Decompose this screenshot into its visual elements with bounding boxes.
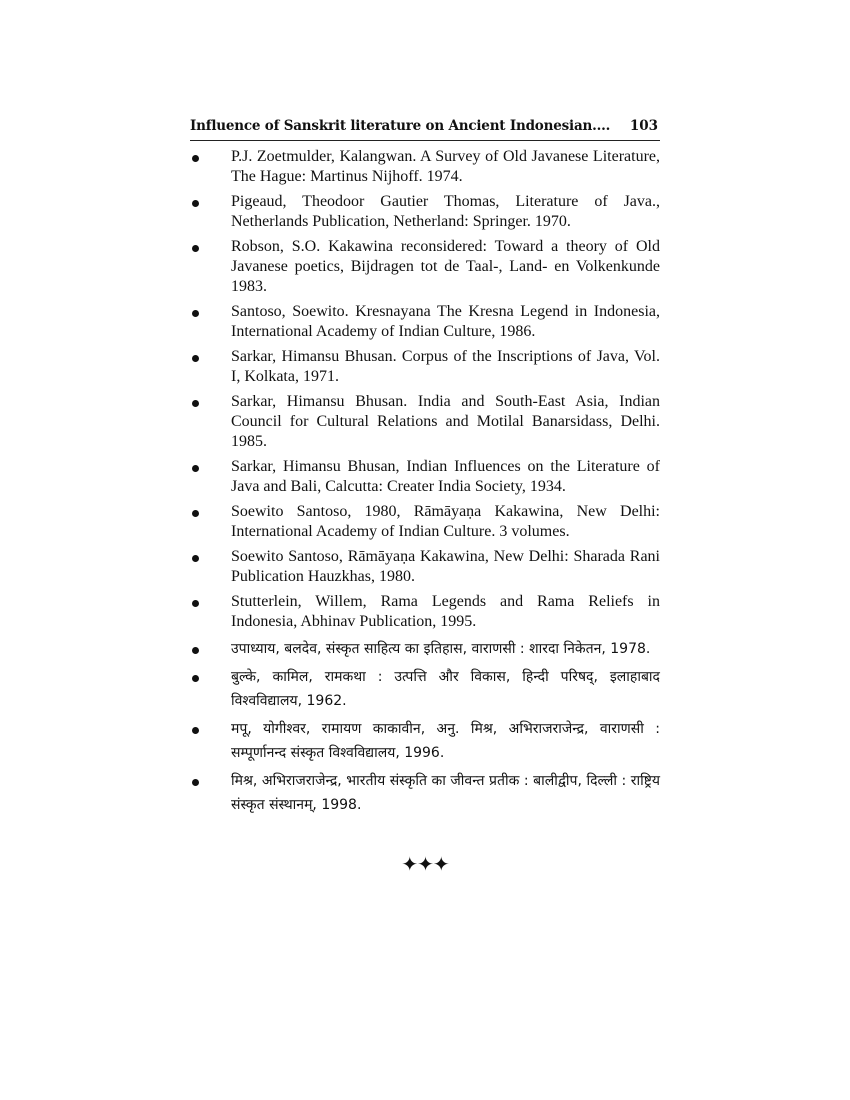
- reference-item: [190, 637, 660, 661]
- reference-text: Santoso, Soewito. Kresnayana The Kresna Legend in Indonesia, International Academy of Indian Culture, 1986.: [231, 303, 660, 340]
- bullet-icon: [192, 555, 199, 562]
- reference-text: उपाध्याय, बलदेव, संस्कृत साहित्य का इतिहास, वाराणसी : शारदा निकेतन, 1978.: [231, 641, 651, 657]
- reference-item: [190, 347, 660, 387]
- reference-text: P.J. Zoetmulder, Kalangwan. A Survey of Old Javanese Literature, The Hague: Martinus Nijhoff. 1974.: [231, 148, 660, 185]
- reference-item: [190, 547, 660, 587]
- reference-text: Soewito Santoso, Rāmāyaṇa Kakawina, New Delhi: Sharada Rani Publication Hauzkhas, 1980.: [231, 548, 660, 585]
- bullet-icon: [192, 647, 199, 654]
- bullet-icon: [192, 200, 199, 207]
- bullet-icon: [192, 400, 199, 407]
- reference-text: Sarkar, Himansu Bhusan. Corpus of the Inscriptions of Java, Vol. I, Kolkata, 1971.: [231, 348, 660, 385]
- reference-text: Pigeaud, Theodoor Gautier Thomas, Literature of Java., Netherlands Publication, Netherland: Springer. 1970.: [231, 193, 660, 230]
- reference-text: मपू, योगीश्वर, रामायण काकावीन, अनु. मिश्र, अभिराजराजेन्द्र, वाराणसी : सम्पूर्णानन्द संस्कृत विश्वविद्यालय, 1996.: [231, 721, 660, 761]
- bullet-icon: [192, 245, 199, 252]
- bullet-icon: [192, 465, 199, 472]
- reference-list: [190, 147, 660, 821]
- header-title: Influence of Sanskrit literature on Ancient Indonesian....: [190, 118, 611, 134]
- bullet-icon: [192, 779, 199, 786]
- reference-item: [190, 237, 660, 297]
- bullet-icon: [192, 355, 199, 362]
- bullet-icon: [192, 675, 199, 682]
- reference-item: [190, 769, 660, 817]
- reference-item: [190, 717, 660, 765]
- reference-item: [190, 457, 660, 497]
- reference-item: [190, 392, 660, 452]
- reference-item: [190, 665, 660, 713]
- reference-text: बुल्के, कामिल, रामकथा : उत्पत्ति और विकास, हिन्दी परिषद्, इलाहाबाद विश्वविद्यालय, 1962.: [231, 669, 660, 709]
- bullet-icon: [192, 310, 199, 317]
- reference-text: Robson, S.O. Kakawina reconsidered: Toward a theory of Old Javanese poetics, Bijdragen tot de Taal-, Land- en Volkenkunde 1983.: [231, 238, 660, 295]
- bullet-icon: [192, 600, 199, 607]
- page-number: 103: [629, 118, 658, 134]
- bullet-icon: [192, 727, 199, 734]
- reference-text: Stutterlein, Willem, Rama Legends and Rama Reliefs in Indonesia, Abhinav Publication, 1995.: [231, 593, 660, 630]
- bullet-icon: [192, 155, 199, 162]
- reference-text: Soewito Santoso, 1980, Rāmāyaṇa Kakawina, New Delhi: International Academy of Indian Culture. 3 volumes.: [231, 503, 660, 540]
- reference-item: [190, 192, 660, 232]
- reference-item: [190, 302, 660, 342]
- reference-text: मिश्र, अभिराजराजेन्द्र, भारतीय संस्कृति का जीवन्त प्रतीक : बालीद्वीप, दिल्ली : राष्ट्रिय संस्कृत संस्थानम्, 1998.: [231, 773, 660, 813]
- reference-item: [190, 502, 660, 542]
- running-header: [190, 118, 660, 141]
- reference-item: [190, 592, 660, 632]
- bullet-icon: [192, 510, 199, 517]
- reference-text: Sarkar, Himansu Bhusan. India and South-East Asia, Indian Council for Cultural Relations and Motilal Banarsidass, Delhi. 1985.: [231, 393, 660, 450]
- reference-item: [190, 147, 660, 187]
- section-end-ornament: ✦✦✦: [401, 852, 449, 876]
- reference-text: Sarkar, Himansu Bhusan, Indian Influences on the Literature of Java and Bali, Calcutta: Creater India Society, 1934.: [231, 458, 660, 495]
